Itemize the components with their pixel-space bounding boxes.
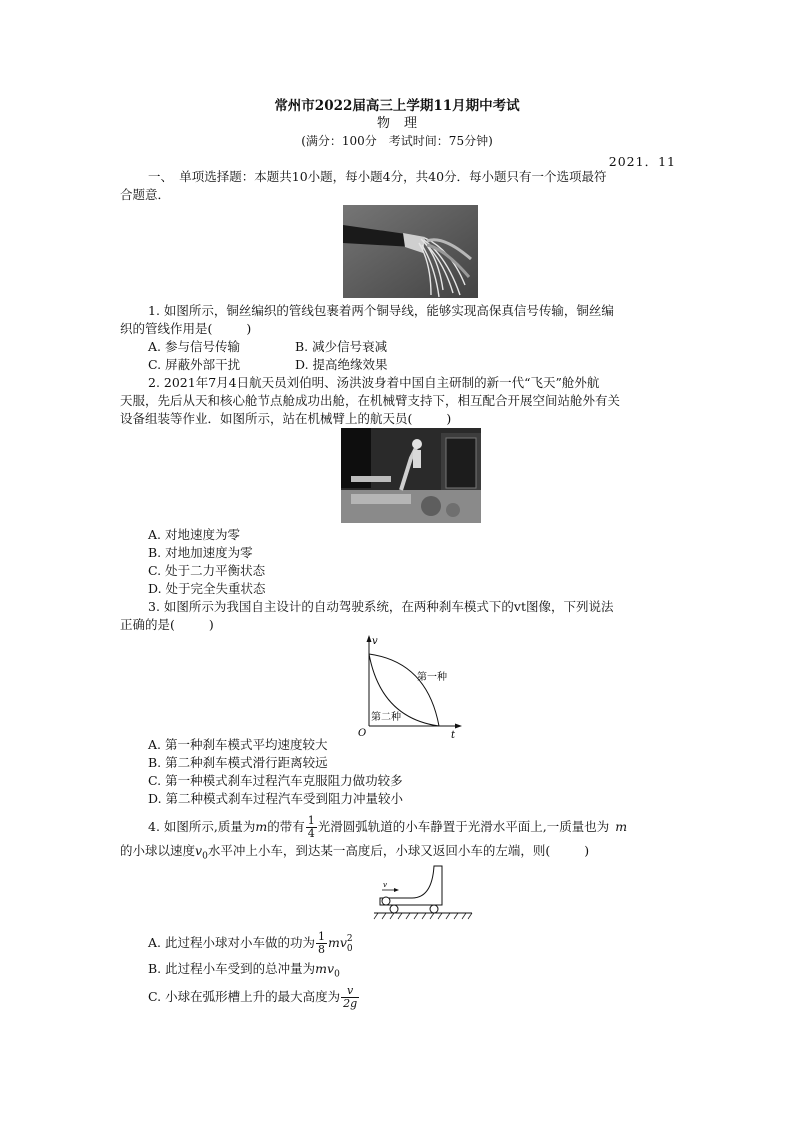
var-mv: mv [327,935,347,950]
q4-option-a[interactable] [148,928,353,958]
cart-figure [372,860,482,924]
q2-text-3 [120,410,675,428]
fraction-eighth [316,931,327,956]
t-axis-arrow [455,724,462,729]
q2-stem-end: 设备组装等作业．如图所示，站在机械臂上的航天员( [120,411,413,426]
frac-den: 2g [343,997,358,1010]
wheel-left [390,905,398,913]
q1-stem-end: 织的管线作用是( [120,321,213,336]
q2-option-d[interactable]: D. 处于完全失重状态 [148,581,266,596]
v-axis-label: v [372,636,378,647]
v-axis-arrow [367,635,372,642]
ground-hatch [374,913,472,919]
exam-subject: 物理 [376,116,431,131]
exam-title: 常州市2022届高三上学期11月期中考试 [274,98,520,114]
q4-stem-part: 的小球以速度 [120,843,196,858]
q1-option-a[interactable]: A. 参与信号传输 [148,339,240,354]
vt-graph [355,632,465,740]
frac-num: 1 [307,814,315,827]
q2-text: 2. 2021年7月4日航天员刘伯明、汤洪波身着中国自主研制的新一代“飞天”舱外航 [148,375,600,390]
q4-paren-close: ) [584,843,590,858]
section-heading: 一、 单项选择题：本题共10小题，每小题4分，共40分．每小题只有一个选项最符 [148,169,607,184]
origin-label: O [358,728,367,739]
q3-option-a[interactable]: A. 第一种刹车模式平均速度较大 [148,737,328,752]
exam-date: 2021．11 [608,154,676,169]
frac-num: v [341,985,359,998]
velocity-label: v [383,881,387,889]
q4-option-c[interactable] [148,982,360,1012]
sub-0: 0 [346,943,353,954]
var-m: m [255,819,268,834]
cable-illustration [343,205,478,298]
frac-den: 8 [317,943,325,956]
q4-stem-part: 水平冲上小车，到达某一高度后，小球又返回小车的左端，则( [207,843,551,858]
velocity-arrowhead [394,888,399,892]
q4-stem-part: 4. 如图所示,质量为 [148,819,256,834]
q4-option-a-text: A. 此过程小球对小车做的功为 [148,935,315,950]
q3-option-b[interactable]: B. 第二种刹车模式滑行距离较远 [148,755,328,770]
q1-option-c[interactable]: C. 屏蔽外部干扰 [148,357,241,372]
frac-num: 1 [317,930,325,943]
var-mv: mv [315,961,335,976]
q2-option-c[interactable]: C. 处于二力平衡状态 [148,563,266,578]
q4-option-b[interactable] [148,960,340,984]
sub-0: 0 [334,969,340,980]
power-sub [347,934,353,954]
q4-option-b-text: B. 此过程小车受到的总冲量为 [148,961,316,976]
ball [382,897,390,905]
wheel-right [430,905,438,913]
fraction-height [341,985,359,1010]
q3-option-c[interactable]: C. 第一种模式刹车过程汽车克服阻力做功较多 [148,773,403,788]
label-second-mode: 第二种 [371,712,401,723]
cable-photo [343,205,478,298]
space-station-illustration [341,428,481,523]
q3-option-d[interactable]: D. 第二种模式刹车过程汽车受到阻力冲量较小 [148,791,404,806]
q2-option-a[interactable]: A. 对地速度为零 [148,527,240,542]
q2-option-b[interactable]: B. 对地加速度为零 [148,545,253,560]
q1-text: 1. 如图所示，铜丝编织的管线包裹着两个铜导线，能够实现高保真信号传输，铜丝编 [148,303,614,318]
astronaut-photo [341,428,481,523]
q1-option-d[interactable]: D. 提高绝缘效果 [295,357,388,372]
var-v0-sub: 0 [202,851,208,862]
label-first-mode: 第一种 [417,672,447,683]
q1-text-cont [120,320,675,338]
q2-text-2: 天服，先后从天和核心舱节点舱成功出舱，在机械臂支持下，相互配合开展空间站舱外有关 [120,393,621,408]
exam-meta: (满分：100分 考试时间：75分钟) [301,134,493,148]
sup-2: 2 [346,933,353,944]
q2-paren-close: ) [446,411,452,426]
q4-stem-part: 光滑圆弧轨道的小车静置于光滑水平面上,一质量也为 [317,819,610,834]
var-v0: v [195,843,203,858]
q1-paren-close: ) [246,321,252,336]
q3-stem-end: 正确的是( [120,617,175,632]
q3-text: 3. 如图所示为我国自主设计的自动驾驶系统，在两种刹车模式下的vt图像，下列说法 [148,599,614,614]
q4-option-c-text: C. 小球在弧形槽上升的最大高度为 [148,989,341,1004]
q1-option-b[interactable]: B. 减少信号衰减 [295,339,388,354]
section-heading-cont: 合题意． [120,187,171,202]
q3-paren-close: ) [208,617,214,632]
var-m: m [615,819,628,834]
t-axis-label: t [451,730,456,740]
fraction-quarter [306,815,317,840]
frac-den: 4 [307,827,315,840]
q4-stem-part: 的带有 [267,819,305,834]
q4-text [148,812,675,842]
